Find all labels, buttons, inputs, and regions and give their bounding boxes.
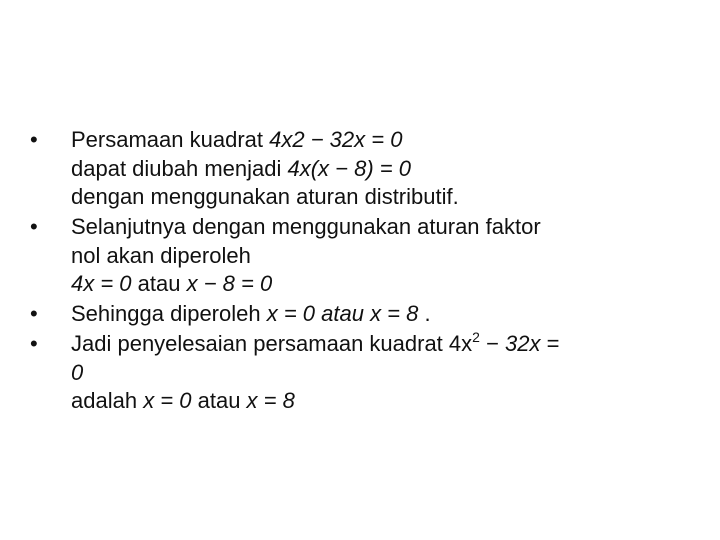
body-text: atau <box>131 271 187 296</box>
body-text: adalah <box>71 388 144 413</box>
bullet-list <box>28 126 693 416</box>
continuation-line <box>28 155 693 184</box>
bullet-item-line <box>28 126 693 155</box>
body-text: Persamaan kuadrat <box>71 127 270 152</box>
math-text: 32x <box>505 331 541 356</box>
body-text: atau <box>191 388 247 413</box>
bullet-glyph: • <box>30 127 38 152</box>
bullet-item-line <box>28 213 693 242</box>
body-text: . <box>418 301 431 326</box>
body-text: − <box>479 331 506 356</box>
continuation-line <box>28 270 693 299</box>
continuation-line <box>28 359 693 388</box>
bullet-item-line <box>28 300 693 329</box>
bullet-glyph: • <box>30 301 38 326</box>
body-text: nol akan diperoleh <box>71 242 251 268</box>
continuation-line <box>28 387 693 416</box>
body-text: Sehingga diperoleh <box>71 301 267 326</box>
math-text: 0 <box>71 359 84 385</box>
body-text: dengan menggunakan aturan distributif. <box>71 184 459 209</box>
math-text: 4x2 − 32x = 0 <box>269 127 403 152</box>
math-text: x = 0 atau x = 8 <box>266 301 419 326</box>
body-text: Jadi penyelesaian persamaan kuadrat 4x <box>71 331 473 356</box>
continuation-line <box>28 242 693 271</box>
body-text: dapat diubah menjadi <box>71 155 288 181</box>
bullet-glyph: • <box>30 214 38 239</box>
bullet-glyph: • <box>30 331 38 356</box>
math-text: 4x(x − 8) = 0 <box>287 155 412 181</box>
body-text: Selanjutnya dengan menggunakan aturan faktor <box>71 214 541 239</box>
continuation-line <box>28 183 693 212</box>
math-text: x = 0 <box>143 388 192 413</box>
bullet-item-line <box>28 330 693 359</box>
math-text: x − 8 = 0 <box>186 271 273 296</box>
math-text: 4x = 0 <box>71 271 132 296</box>
math-text: x = 8 <box>246 388 295 413</box>
superscript-text: 2 <box>472 329 480 345</box>
body-text: = <box>540 331 560 356</box>
